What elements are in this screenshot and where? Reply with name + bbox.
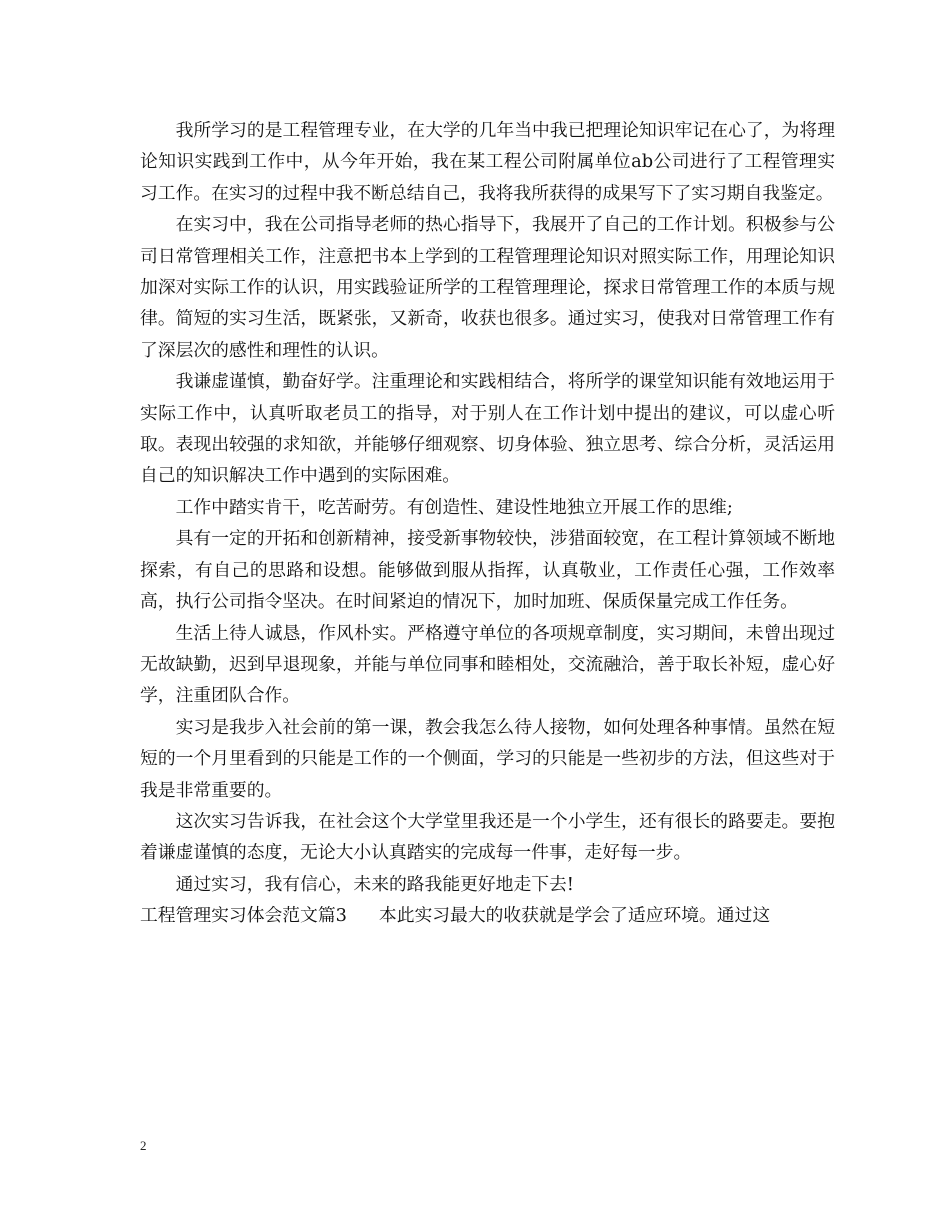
section-heading: 工程管理实习体会范文篇3 [140,905,347,927]
closing-text: 本此实习最大的收获就是学会了适应环境。通过这 [378,905,771,927]
paragraph-6: 生活上待人诚恳，作风朴实。严格遵守单位的各项规章制度，实习期间，未曾出现过无故缺勤，迟到早退现象，并能与单位同事和睦相处，交流融洽，善于取长补短，虚心好学，注重团队合作。 [140,622,835,707]
paragraph-5: 具有一定的开拓和创新精神，接受新事物较快，涉猎面较宽，在工程计算领域不断地探索，有自己的思路和设想。能够做到服从指挥，认真敬业，工作责任心强，工作效率高，执行公司指令坚决。在时间紧迫的情况下，加时加班、保质保量完成工作任务。 [140,528,835,613]
paragraph-8: 这次实习告诉我，在社会这个大学堂里我还是一个小学生，还有很长的路要走。要抱着谦虚谨慎的态度，无论大小认真踏实的完成每一件事，走好每一步。 [140,810,835,864]
paragraph-1: 我所学习的是工程管理专业，在大学的几年当中我已把理论知识牢记在心了，为将理论知识实践到工作中，从今年开始，我在某工程公司附属单位ab公司进行了工程管理实习工作。在实习的过程中我不断总结自己，我将我所获得的成果写下了实习期自我鉴定。 [140,120,835,204]
paragraph-4: 工作中踏实肯干，吃苦耐劳。有创造性、建设性地独立开展工作的思维; [175,496,733,518]
paragraph-9: 通过实习，我有信心，未来的路我能更好地走下去! [175,873,574,895]
paragraph-7: 实习是我步入社会前的第一课，教会我怎么待人接物，如何处理各种事情。虽然在短短的一个月里看到的只能是工作的一个侧面，学习的只能是一些初步的方法，但这些对于我是非常重要的。 [140,716,835,801]
paragraph-3: 我谦虚谨慎，勤奋好学。注重理论和实践相结合，将所学的课堂知识能有效地运用于实际工作中，认真听取老员工的指导，对于别人在工作计划中提出的建议，可以虚心听取。表现出较强的求知欲，并能够仔细观察、切身体验、独立思考、综合分析，灵活运用自己的知识解决工作中遇到的实际困难。 [140,371,835,487]
closing-line [140,900,835,931]
body-text [140,115,835,932]
page-number: 2 [140,1138,147,1153]
paragraph-2: 在实习中，我在公司指导老师的热心指导下，我展开了自己的工作计划。积极参与公司日常管理相关工作，注意把书本上学到的工程管理理论知识对照实际工作，用理论知识加深对实际工作的认识，用实践验证所学的工程管理理论，探求日常管理工作的本质与规律。简短的实习生活，既紧张，又新奇，收获也很多。通过实习，使我对日常管理工作有了深层次的感性和理性的认识。 [140,214,835,361]
